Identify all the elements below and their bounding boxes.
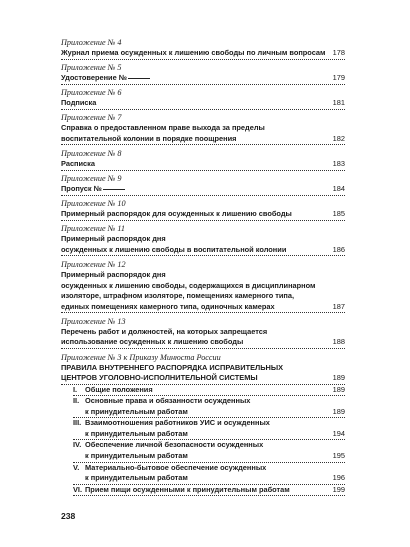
appendix-caption: Приложение № 10	[61, 199, 126, 209]
entry-title: Основные права и обязанности осужденных	[85, 396, 251, 406]
appendix-caption: Приложение № 6	[61, 88, 122, 98]
blank-line	[128, 78, 150, 79]
toc-entry-appendix-4	[61, 38, 345, 60]
toc-entry-appendix-7	[61, 113, 345, 145]
entry-title: Удостоверение №	[61, 73, 127, 83]
entry-title: Взаимоотношения работников УИС и осужденных	[85, 418, 270, 428]
toc-line	[61, 302, 345, 314]
toc-line	[73, 451, 345, 463]
table-of-contents	[61, 38, 345, 500]
entry-title: Обеспечение личной безопасности осужденных	[85, 440, 264, 450]
entry-title: Примерный распорядок для осужденных к лишению свободы	[61, 209, 292, 219]
appendix-caption: Приложение № 12	[61, 259, 126, 269]
roman-numeral: IV.	[73, 440, 82, 450]
roman-numeral: III.	[73, 418, 82, 428]
entry-title: Журнал приема осужденных к лишению свободы по личным вопросам	[61, 48, 326, 57]
page-ref: 184	[332, 184, 345, 194]
entry-title: Пропуск №	[61, 184, 102, 194]
page-ref: 188	[332, 337, 345, 347]
entry-title: Примерный распорядок дня	[61, 234, 166, 244]
page-ref: 199	[332, 484, 345, 494]
toc-line	[61, 123, 345, 134]
page-ref: 185	[332, 209, 345, 219]
appendix-caption: Приложение № 4	[61, 38, 122, 47]
entry-title-cont: осужденных к лишению свободы в воспитательной колонии	[61, 244, 287, 254]
toc-entry-appendix-8	[61, 149, 345, 171]
toc-line	[61, 281, 345, 292]
toc-line	[73, 463, 345, 474]
page-ref: 182	[332, 133, 345, 143]
toc-entry-appendix-9	[61, 174, 345, 196]
toc-line	[73, 407, 345, 419]
toc-line	[61, 98, 345, 110]
entry-title: Прием пищи осужденными к принудительным работам	[85, 484, 290, 494]
toc-line	[73, 429, 345, 441]
toc-line	[61, 134, 345, 146]
toc-line	[61, 291, 345, 302]
page-ref: 196	[332, 473, 345, 483]
roman-numeral: VI.	[73, 484, 83, 494]
toc-line	[61, 48, 345, 60]
entry-title-cont: осужденных к лишению свободы, содержащихся в дисциплинарном	[61, 280, 316, 290]
toc-entry-appendix-13	[61, 317, 345, 349]
appendix-caption: Приложение № 8	[61, 148, 122, 158]
toc-line	[73, 418, 345, 429]
entry-title-cont: к принудительным работам	[85, 473, 188, 483]
entry-title: Примерный распорядок дня	[61, 269, 166, 279]
toc-line	[61, 337, 345, 349]
entry-title-cont: единых помещениях камерного типа, одиночных камерах	[61, 301, 275, 311]
toc-line	[61, 73, 345, 85]
toc-entry-appendix-11	[61, 224, 345, 256]
page-ref: 189	[332, 372, 345, 382]
toc-line	[61, 327, 345, 338]
toc-line	[61, 159, 345, 171]
toc-entry-appendix-10	[61, 199, 345, 221]
entry-title: Общие положения	[85, 384, 153, 394]
page-ref: 178	[332, 48, 345, 57]
toc-entry-appendix-6	[61, 88, 345, 110]
page-ref: 181	[332, 98, 345, 108]
appendix-caption: Приложение № 13	[61, 316, 126, 326]
toc-line	[61, 270, 345, 281]
entry-title-cont: воспитательной колонии в порядке поощрения	[61, 133, 237, 143]
blank-line	[103, 189, 125, 190]
toc-entry-appendix-5	[61, 63, 345, 85]
toc-entry-appendix-3-order	[61, 353, 345, 497]
page-number: 238	[61, 511, 76, 521]
toc-line	[61, 184, 345, 196]
page-ref: 186	[332, 244, 345, 254]
roman-numeral: V.	[73, 462, 80, 472]
toc-line	[61, 234, 345, 245]
appendix-caption: Приложение № 7	[61, 113, 122, 123]
toc-entry-appendix-12	[61, 260, 345, 313]
entry-title-cont: к принудительным работам	[85, 428, 188, 438]
subsection-list	[73, 385, 345, 497]
page-ref: 183	[332, 158, 345, 168]
entry-title-cont: к принудительным работам	[85, 406, 188, 416]
roman-numeral: II.	[73, 396, 80, 406]
page-ref: 194	[332, 428, 345, 438]
toc-line	[61, 373, 345, 385]
toc-line	[61, 209, 345, 221]
entry-title-cont: изоляторе, штрафном изоляторе, помещениях камерного типа,	[61, 291, 295, 301]
toc-line	[73, 396, 345, 407]
appendix-caption: Приложение № 5	[61, 63, 122, 73]
toc-line	[73, 385, 345, 397]
section-heading-cont: ЦЕНТРОВ УГОЛОВНО-ИСПОЛНИТЕЛЬНОЙ СИСТЕМЫ	[61, 372, 258, 382]
section-heading: ПРАВИЛА ВНУТРЕННЕГО РАСПОРЯДКА ИСПРАВИТЕЛЬНЫХ	[61, 362, 284, 372]
page-ref: 187	[332, 301, 345, 311]
entry-title: Расписка	[61, 158, 95, 168]
entry-title: Подписка	[61, 98, 97, 108]
entry-title-cont: использование осужденных к лишению свободы	[61, 337, 244, 347]
toc-line	[73, 473, 345, 485]
toc-line	[61, 245, 345, 257]
page-ref: 189	[332, 406, 345, 416]
entry-title: Перечень работ и должностей, на которых запрещается	[61, 326, 268, 336]
appendix-caption: Приложение № 9	[61, 174, 122, 184]
entry-title-cont: к принудительным работам	[85, 451, 188, 461]
roman-numeral: I.	[73, 384, 78, 394]
toc-line	[73, 485, 345, 497]
page-ref: 179	[332, 73, 345, 83]
entry-title: Справка о предоставленном праве выхода за пределы	[61, 123, 265, 133]
entry-title: Материально-бытовое обеспечение осужденных	[85, 462, 267, 472]
page-ref: 189	[332, 384, 345, 394]
appendix-caption: Приложение № 3 к Приказу Минюста России	[61, 352, 221, 362]
appendix-caption: Приложение № 11	[61, 224, 125, 234]
toc-line	[73, 440, 345, 451]
page-ref: 195	[332, 451, 345, 461]
